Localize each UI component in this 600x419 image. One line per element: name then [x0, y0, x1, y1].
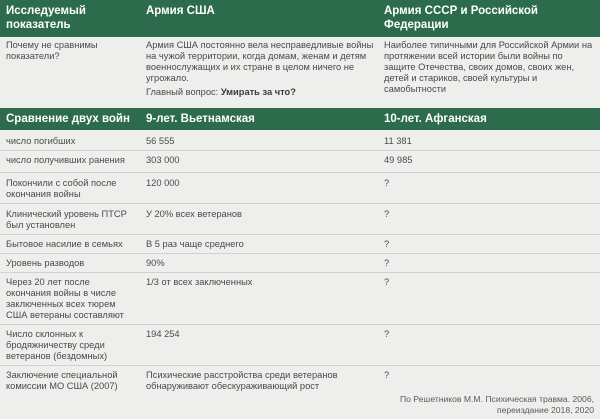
header-col-usa: Армия США: [146, 5, 215, 17]
intro-question-label: Главный вопрос:: [146, 87, 219, 97]
intro-question: [146, 87, 374, 98]
intro-ussr: Наиболее типичными для Российской Армии на протяжении всей истории были войны по защите Отечества, своих домов, своих жен, детей и стариков, своей культуры и самобытности: [384, 40, 593, 94]
row-label: Уровень разводов: [6, 258, 85, 268]
row-ussr-value: ?: [384, 239, 390, 249]
row-usa-value: В 5 раз чаще среднего: [146, 239, 244, 249]
intro-usa-text: Армия США постоянно вела несправедливые войны на чужой территории, когда домам, женам и детям военнослужащих и их стране в целом ничего не угрожало.: [146, 40, 374, 83]
row-label: Через 20 лет после окончания войны в числе заключенных всех тюрем США ветераны составляют: [6, 277, 124, 320]
row-usa-value: 90%: [146, 258, 165, 268]
row-divider: [0, 365, 600, 366]
row-divider: [0, 203, 600, 204]
row-usa-value: 120 000: [146, 178, 180, 188]
row-label: Бытовое насилие в семьях: [6, 239, 123, 249]
row-divider: [0, 324, 600, 325]
row-divider: [0, 150, 600, 151]
row-label: Заключение специальной комиссии МО США (2007): [6, 370, 118, 391]
row-usa-value: Психические расстройства среди ветеранов обнаруживают обескураживающий рост: [146, 370, 338, 391]
row-divider: [0, 253, 600, 254]
row-usa-value: У 20% всех ветеранов: [146, 209, 242, 219]
intro-question-text: Умирать за что?: [220, 87, 296, 97]
row-usa-value: 303 000: [146, 155, 180, 165]
row-ussr-value: ?: [384, 329, 390, 339]
section-war-vietnam: 9-лет. Вьетнамская: [146, 113, 255, 125]
row-ussr-value: ?: [384, 370, 390, 380]
source-note: По Решетников М.М. Психическая травма. 2006, переиздание 2018, 2020: [399, 394, 594, 415]
row-ussr-value: 49 985: [384, 155, 413, 165]
row-label: Покончили с собой после окончания войны: [6, 178, 117, 199]
row-ussr-value: 11 381: [384, 136, 412, 146]
row-ussr-value: ?: [384, 178, 390, 188]
row-ussr-value: ?: [384, 209, 390, 219]
row-label: число получивших ранения: [6, 155, 125, 165]
row-label: число погибших: [6, 136, 76, 146]
row-ussr-value: ?: [384, 277, 390, 287]
header-col-indicator: Исследуемый показатель: [6, 5, 86, 31]
row-usa-value: 194 254: [146, 329, 180, 339]
row-usa-value: 1/3 от всех заключенных: [146, 277, 253, 287]
row-divider: [0, 234, 600, 235]
row-divider: [0, 172, 600, 173]
row-label: Клинический уровень ПТСР был установлен: [6, 209, 127, 230]
row-divider: [0, 272, 600, 273]
row-usa-value: 56 555: [146, 136, 175, 146]
intro-label: Почему не сравнимы показатели?: [6, 40, 98, 61]
section-title: Сравнение двух войн: [6, 113, 130, 125]
header-col-ussr: Армия СССР и Российской Федерации: [384, 5, 538, 31]
row-ussr-value: ?: [384, 258, 390, 268]
section-war-afghan: 10-лет. Афганская: [384, 113, 487, 125]
intro-usa: [146, 40, 374, 98]
row-label: Число склонных к бродяжничеству среди ветеранов (бездомных): [6, 329, 108, 361]
